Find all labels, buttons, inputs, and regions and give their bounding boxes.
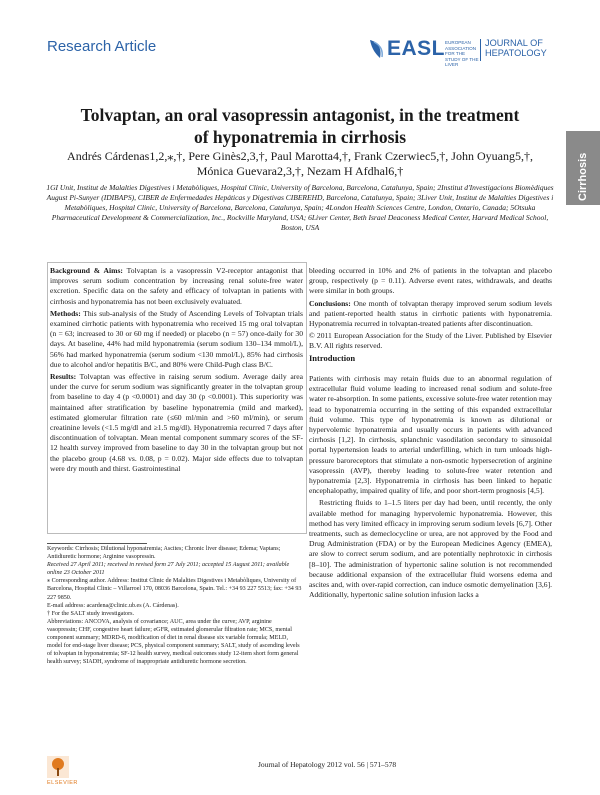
introduction-heading: Introduction <box>309 353 356 363</box>
logo-journal-line1: JOURNAL OF <box>485 38 543 48</box>
logo-brand: EASL <box>387 37 446 60</box>
affiliations: 1GI Unit, Institut de Malalties Digestives i Metabòliques, Hospital Clinic, University of Barcelona, Barcelona, Catalunya, Spain; 2Institut d'Investigacions Biomèdiques August Pi-Sunyer (IDIBAPS), CIBER de Enfermedades Hepáticas y Digestivas CIBEREHD, Barcelona, Catalunya, Spain; 3Liver Unit, Institut de Malalties Digestives i Metabòliques, Hospital Clinic, University of Barcelona, Barcelona, Catalunya, Spain; 4London Health Sciences Centre, London, Ontario, Canada; 5Otsuka Pharmaceutical Development & Commercialization, Inc., Rockville Maryland, USA; 6Liver Center, Beth Israel Deaconess Medical Center, Harvard Medical School, Boston, USA <box>46 183 554 232</box>
email-address[interactable]: E-mail address: acardena@clinic.ub.es (A. Cárdenas). <box>47 602 179 609</box>
background-text: Tolvaptan is a vasopressin V2-receptor antagonist that improves serum sodium concentration by increasing renal solute-free water excretion. Specific data on the safety and efficacy of tolvaptan in patients with cirrhosis and hyponatremia has not been exclusively evaluated. <box>50 266 303 306</box>
article-title <box>60 104 540 148</box>
keywords: Keywords: Cirrhosis; Dilutional hyponatremia; Ascites; Chronic liver disease; Edema; Vaptans; Antidiuretic hormone; Arginine vasopressin. <box>47 546 281 561</box>
introduction-body <box>309 374 552 602</box>
abstract-results-cont: bleeding occurred in 10% and 2% of patients in the tolvaptan and placebo group, respectively (p = 0.11). Adverse event rates, withdrawals, and deaths were similar in both groups. <box>309 266 552 296</box>
authors-line-2: Mónica Guevara2,3,†, Nezam H Afdhal6,† <box>196 164 404 178</box>
abstract-right-column <box>309 266 552 354</box>
logo-org: EUROPEAN ASSOCIATION FOR THE STUDY OF THE LIVER <box>445 40 479 67</box>
logo-journal-line2: HEPATOLOGY <box>485 48 547 58</box>
conclusions-label: Conclusions: <box>309 298 351 308</box>
abstract-conclusions <box>309 299 552 330</box>
side-tab-label: Cirrhosis <box>577 152 589 201</box>
results-label: Results: <box>50 372 77 382</box>
authors-line-1: Andrés Cárdenas1,2,⁎,†, Pere Ginès2,3,†, Paul Marotta4,†, Frank Czerwiec5,†, John Oyuang5,†, <box>67 149 533 163</box>
background-label: Background & Aims: <box>50 266 123 275</box>
title-line-2: of hyponatremia in cirrhosis <box>193 127 407 147</box>
title-line-1: Tolvaptan, an oral vasopressin antagonist, in the treatment <box>80 105 520 125</box>
abstract-methods <box>50 309 303 370</box>
results-text: Tolvaptan was effective in raising serum sodium. Average daily area under the curve for serum sodium was significantly greater in the tolvaptan group from baseline to day 4 (p <0.0001) and day 30 (p <0.0001). This superiority was maintained after stratification by baseline hyponatremia (mild and marked), estimated glomerular filtration rate (≤60 ml/min and >60 ml/min), or serum creatinine levels (<1.5 mg/dl and ≥1.5 mg/dl). Hyponatremia recurred 7 days after discontinuation of tolvaptan. Mean mental component summary scores of the SF-12 health survey improved from baseline to day 30 in the tolvaptan group but not the placebo group (4.68 vs. 0.08, p = 0.02). Major side effects due to tolvaptan were dry mouth and thirst. Gastrointestinal <box>50 372 303 473</box>
logo-journal <box>485 38 545 58</box>
salt-note: † For the SALT study investigators. <box>47 610 135 617</box>
footnote-divider <box>47 543 147 544</box>
abstract-results <box>50 372 303 474</box>
footnotes <box>47 545 302 666</box>
corresponding-author: ⁎ Corresponding author. Address: Institut Clinic de Malalties Digestives i Metabòliques, University of Barcelona, Hospital Clinic – Villarroel 170, 08036 Barcelona, Spain. Tel.: +34 93 227 5513; fax: +34 93 227 9850. <box>47 578 302 601</box>
conclusions-text: One month of tolvaptan therapy improved serum sodium levels and patient-reported health status in cirrhotic patients with hyponatremia. Hyponatremia recurred in tolvaptan-treated patients after discontinuation. <box>309 298 552 329</box>
abstract-left-column <box>50 266 303 476</box>
elsevier-tree-icon <box>47 756 69 778</box>
intro-paragraph-1: Patients with cirrhosis may retain fluids due to an abnormal regulation of extracellular fluid volume leading to increased renal sodium and solute-free water re-absorption. In some patients, excessive solute-free water retention may lead to hyponatremia occurring in the setting of this expanded extracellular fluid volume. This type of hyponatremia is known as dilutional or hypervolemic hyponatremia and usually occurs in patients with advanced cirrhosis [1,2]. In cirrhosis, splanchnic vasodilation secondary to sinusoidal portal hypertension leads to arterial underfilling, which in turn unloads high-pressure baroreceptors that stimulate a non-osmotic hypersecretion of arginine vasopressin (AVP), thereby leading to solute-free water retention and hyponatremia [2,3]. Hyponatremia in cirrhosis has been linked to hepatic encephalopathy, impaired quality of life, and poor short-term prognosis [4,5]. <box>309 374 552 496</box>
logo-divider <box>480 39 481 61</box>
easl-logo-icon <box>368 38 386 65</box>
side-tab <box>566 131 600 205</box>
received-dates: Received 27 April 2011; received in revised form 27 July 2011; accepted 15 August 2011; available online 23 October 2011 <box>47 562 290 577</box>
methods-label: Methods: <box>50 308 81 318</box>
methods-text: This sub-analysis of the Study of Ascending Levels of Tolvaptan trials examined cirrhotic patients with hyponatremia who received 15 mg oral tolvaptan (n = 63; increased to 30 or 60 mg if needed) or placebo (n = 57) once-daily for 30 days. At baseline, 44% had mild hyponatremia (serum sodium 130–134 mmol/L), 56% had marked hyponatremia (serum sodium <130 mmol/L), 85% had cirrhosis due to alcohol and/or hepatitis B/C, and 80% were Child-Pugh class B/C. <box>50 308 303 369</box>
journal-citation: Journal of Hepatology 2012 vol. 56 | 571–578 <box>258 760 397 769</box>
abstract-copyright: © 2011 European Association for the Study of the Liver. Published by Elsevier B.V. All rights reserved. <box>309 331 552 351</box>
intro-paragraph-2: Restricting fluids to 1–1.5 liters per day had been, until recently, the only available method for managing hypervolemic hyponatremia. However, this method has very limited efficacy in improving serum sodium levels [6,7]. Other treatments, such as demeclocycline or urea, are not approved by the Food and Drug Administration (FDA) or by the European Medicines Agency (EMEA), are slow to correct serum sodium, and are potentially nephrotoxic in cirrhosis [8–10]. The administration of hypertonic saline solution is not recommended because additional expansion of the extracellular fluid worsens edema and ascites and, with over-rapid correction, can induce osmotic demyelination [3,6]. Additionally, hypertonic saline solution infusion lacks a <box>309 498 553 600</box>
abstract-background <box>50 266 303 307</box>
publisher-name: ELSEVIER <box>47 780 78 786</box>
author-list <box>40 149 560 179</box>
abbreviations: Abbreviations: ANCOVA, analysis of covariance; AUC, area under the curve; AVP, arginine vasopressin; CHF, congestive heart failure; eGFR, estimated glomerular filtration rate; MCS, mental component summary; MDRD-6, modification of diet in renal disease six variable formula; MELD, model for end-stage liver disease; PCS, physical component summary; SALT, study of ascending levels of tolvaptan in hyponatremia; SF-12 health survey, medical outcomes study 12-item short form general health survey; SIADH, syndrome of inappropriate antidiuretic hormone secretion. <box>47 618 300 666</box>
section-label: Research Article <box>47 38 157 55</box>
